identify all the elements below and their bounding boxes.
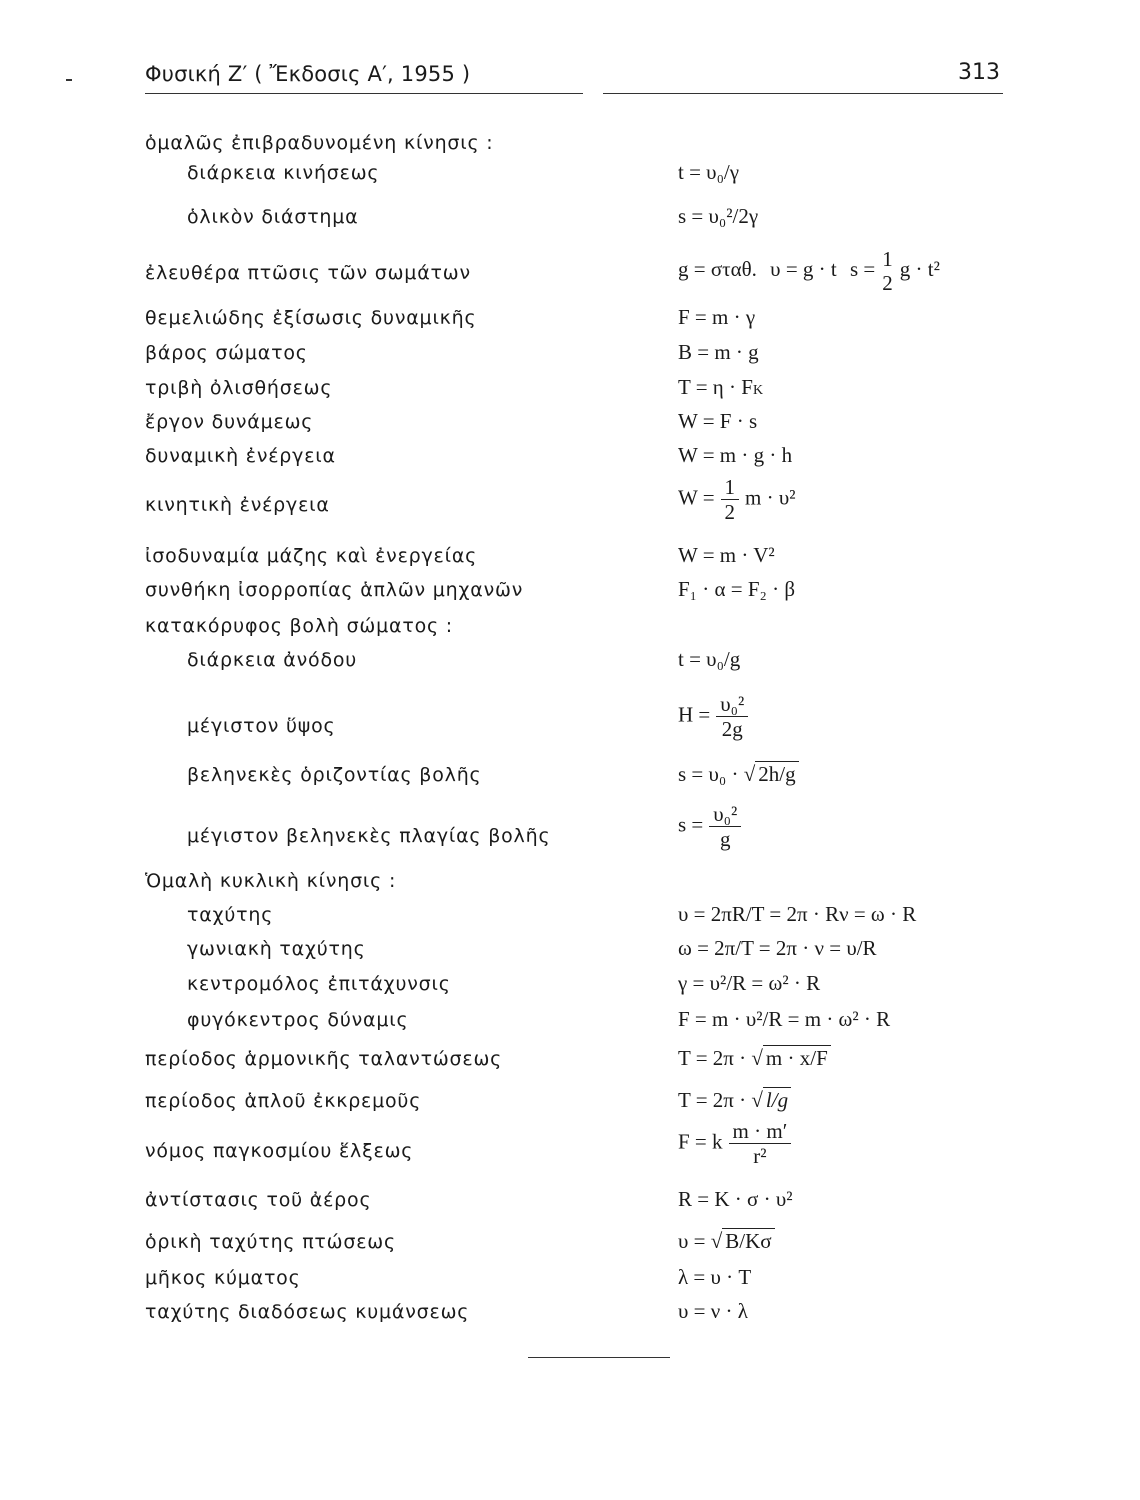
formula-terminal-velocity <box>678 1229 775 1254</box>
fraction <box>709 803 741 850</box>
formula: υ = 2πR/T = 2π · Rν = ω · R <box>678 902 917 926</box>
formula: t = υ₀/γ <box>678 160 740 184</box>
sqrt-sign: √ <box>751 1046 763 1070</box>
formula: t = υ₀/g <box>678 647 741 671</box>
formula-free-fall <box>678 248 940 294</box>
entry-label: φυγόκεντρος δύναμις <box>187 1009 409 1031</box>
entry-label: περίοδος ἁπλοῦ ἐκκρεμοῦς <box>145 1090 422 1112</box>
sqrt-sign: √ <box>743 762 756 786</box>
formula-part: s = <box>678 812 704 837</box>
entry-label: τριβὴ ὀλισθήσεως <box>145 377 333 399</box>
fraction <box>729 1120 792 1167</box>
entry-label: ὁρικὴ ταχύτης πτώσεως <box>145 1231 396 1253</box>
end-rule <box>528 1357 670 1358</box>
formula: υ = ν · λ <box>678 1299 748 1323</box>
formula-friction <box>678 375 763 400</box>
entry-label: δυναμικὴ ἐνέργεια <box>145 445 336 467</box>
formula-gravitation <box>678 1120 797 1167</box>
formula-part: υ = <box>678 1229 706 1253</box>
sqrt-sign: √ <box>710 1229 723 1253</box>
formula: W = F · s <box>678 409 758 433</box>
fraction-denominator: 2g <box>721 717 743 741</box>
formula: B = m · g <box>678 340 759 364</box>
entry-label: ὁμαλῶς ἐπιβραδυνομένη κίνησις : <box>145 132 494 154</box>
fraction-numerator: υ₀² <box>709 803 741 827</box>
formula: R = K · σ · υ² <box>678 1187 793 1211</box>
fraction-denominator: 2 <box>882 271 893 295</box>
entry-label: γωνιακὴ ταχύτης <box>187 938 366 960</box>
fraction-denominator: 2 <box>724 500 736 524</box>
formula: γ = υ²/R = ω² · R <box>678 971 821 995</box>
formula-part: g · t² <box>899 256 940 281</box>
formula-part: T = 2π · <box>678 1088 747 1112</box>
entry-label: ἰσοδυναμία μάζης καὶ ἐνεργείας <box>145 545 478 567</box>
formula-kinetic <box>678 476 796 523</box>
formula-pendulum <box>678 1088 791 1113</box>
entry-label: βάρος σώματος <box>145 342 308 364</box>
fraction <box>878 248 897 294</box>
fraction <box>716 693 748 740</box>
formula-part: s = υ₀ · <box>678 762 739 786</box>
entry-label: κινητικὴ ἐνέργεια <box>145 494 330 516</box>
sqrt-radicand: l/g <box>763 1087 791 1112</box>
entry-label: ταχύτης <box>187 904 274 926</box>
formula-max-height <box>678 693 754 740</box>
entry-label: Ὁμαλὴ κυκλικὴ κίνησις : <box>145 870 397 892</box>
entry-label: συνθήκη ἰσορροπίας ἁπλῶν μηχανῶν <box>145 579 524 601</box>
formula-part: υ = g · t <box>770 256 837 281</box>
formula-part: W = <box>678 485 715 510</box>
formula: F₁ · α = F₂ · β <box>678 577 796 601</box>
formula-harmonic <box>678 1046 831 1071</box>
formula: W = m · V² <box>678 543 775 567</box>
margin-mark <box>66 79 72 81</box>
formula: W = m · g · h <box>678 443 793 467</box>
formula: λ = υ · T <box>678 1265 752 1289</box>
fraction-denominator: r² <box>753 1144 767 1168</box>
formula-part: T = η · F <box>678 375 753 399</box>
formula-part: T = 2π · <box>678 1046 747 1070</box>
entry-label: μῆκος κύματος <box>145 1267 301 1289</box>
entry-label: διάρκεια κινήσεως <box>187 162 380 184</box>
fraction-numerator: m · m′ <box>729 1120 792 1144</box>
formula-range <box>678 762 799 787</box>
fraction <box>721 476 740 523</box>
entry-label: ὁλικὸν διάστημα <box>187 206 359 228</box>
formula-subscript: K <box>752 383 764 398</box>
formula-part: s = <box>850 256 876 281</box>
fraction-denominator: g <box>720 827 731 851</box>
formula-part: H = <box>678 702 711 727</box>
running-header-title: Φυσική Ζ′ ( Ἔκδοσις Α′, 1955 ) <box>145 62 471 86</box>
formula-max-range <box>678 803 747 850</box>
entry-label: κατακόρυφος βολὴ σώματος : <box>145 615 454 637</box>
entry-label: διάρκεια ἀνόδου <box>187 649 358 671</box>
formula-part: m · υ² <box>745 485 796 510</box>
formula: s = υ₀²/2γ <box>678 204 759 228</box>
fraction-numerator: 1 <box>721 476 740 500</box>
entry-label: μέγιστον βεληνεκὲς πλαγίας βολῆς <box>187 825 551 847</box>
entry-label: περίοδος ἁρμονικῆς ταλαντώσεως <box>145 1048 503 1070</box>
entry-label: νόμος παγκοσμίου ἕλξεως <box>145 1140 414 1162</box>
header-rule-right <box>603 93 1003 94</box>
sqrt-sign: √ <box>751 1088 763 1112</box>
formula: F = m · γ <box>678 305 756 329</box>
entry-label: βεληνεκὲς ὁριζοντίας βολῆς <box>187 764 482 786</box>
fraction-numerator: υ₀² <box>716 693 748 717</box>
sqrt-radicand: 2h/g <box>755 761 798 786</box>
entry-label: ἐλευθέρα πτῶσις τῶν σωμάτων <box>145 262 471 284</box>
sqrt-radicand: B/Kσ <box>722 1228 774 1253</box>
entry-label: θεμελιώδης ἐξίσωσις δυναμικῆς <box>145 307 477 329</box>
entry-label: ἔργον δυνάμεως <box>145 411 314 433</box>
formula: ω = 2π/T = 2π · ν = υ/R <box>678 936 877 960</box>
entry-label: μέγιστον ὕψος <box>187 715 336 737</box>
formula-part: F = k <box>678 1129 723 1154</box>
sqrt-radicand: m · x/F <box>763 1045 831 1070</box>
fraction-numerator: 1 <box>882 247 893 271</box>
entry-label: ἀντίστασις τοῦ ἀέρος <box>145 1189 372 1211</box>
page-number: 313 <box>958 60 1000 85</box>
entry-label: κεντρομόλος ἐπιτάχυνσις <box>187 973 451 995</box>
entry-label: ταχύτης διαδόσεως κυμάνσεως <box>145 1301 470 1323</box>
formula: F = m · υ²/R = m · ω² · R <box>678 1007 891 1031</box>
header-rule-left <box>145 93 583 94</box>
formula-part: g = σταθ. <box>678 256 757 281</box>
